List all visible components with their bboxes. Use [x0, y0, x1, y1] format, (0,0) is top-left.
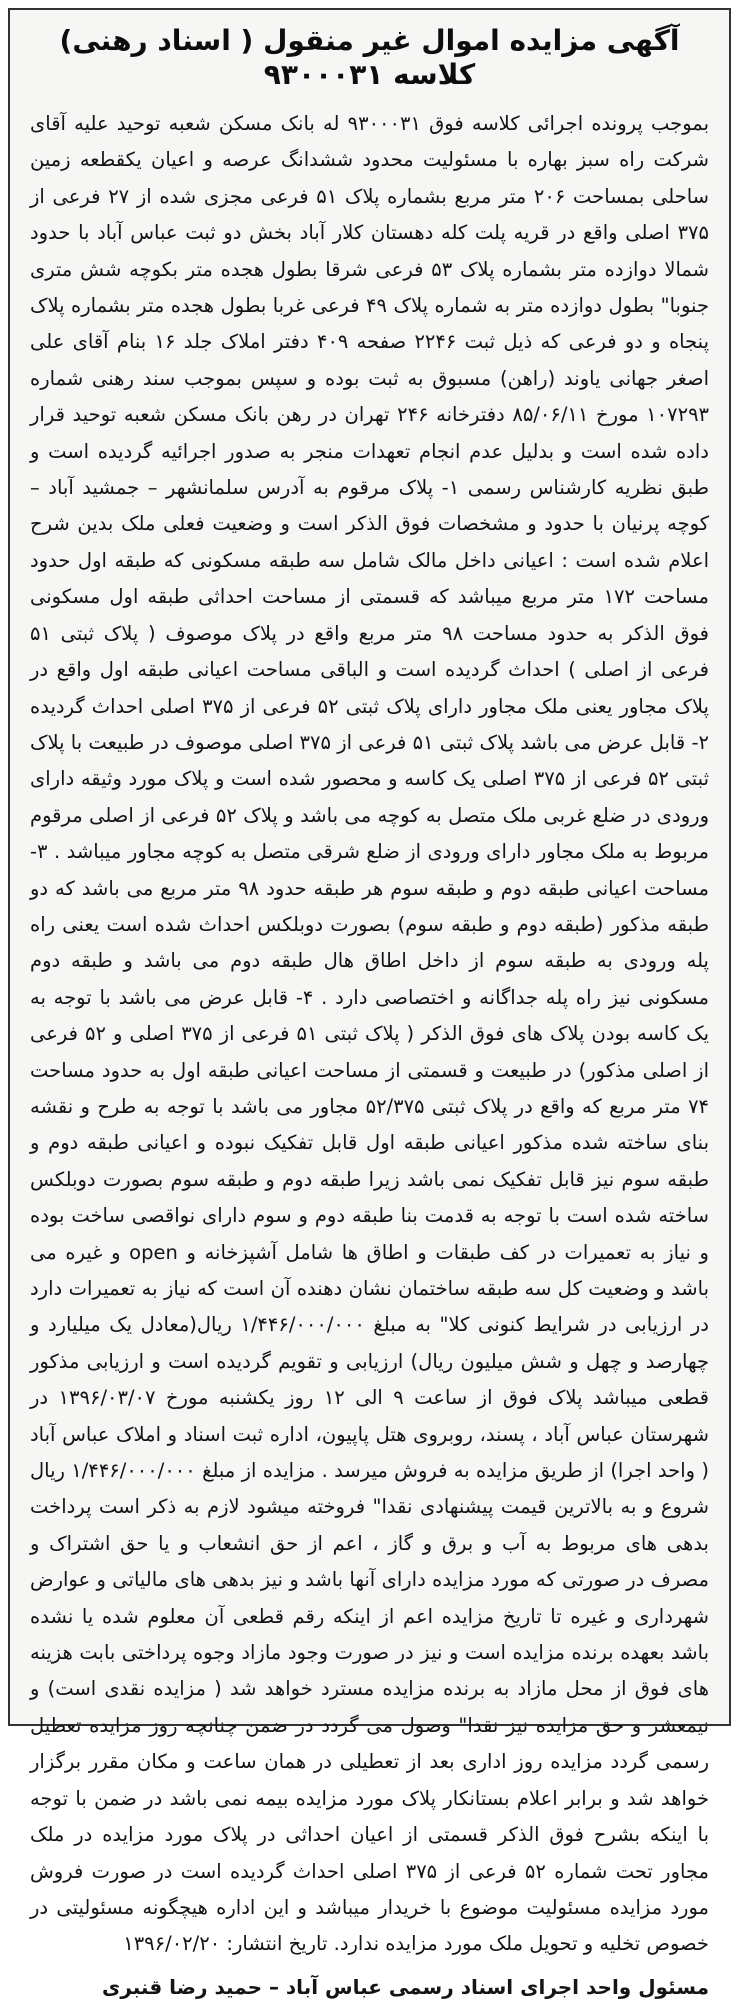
notice-signature: مسئول واحد اجرای اسناد رسمی عباس آباد – حمید رضا قنبری	[101, 1974, 709, 1999]
notice-body	[30, 106, 709, 1963]
notice-body-text: بموجب پرونده اجرائی کلاسه فوق ۹۳۰۰۰۳۱ له بانک مسکن شعبه توحید علیه آقای شرکت راه سبز بهاره با مسئولیت محدود ششدانگ عرصه و اعیان یکقطعه زمین ساحلی بمساحت ۲۰۶ متر مربع بشماره پلاک ۵۱ فرعی مجزی شده از ۲۷ فرعی از ۳۷۵ اصلی واقع در قریه پلت کله دهستان کلار آباد بخش دو ثبت عباس آباد با حدود شمالا دوازده متر بشماره پلاک ۵۳ فرعی شرقا بطول هجده متر بکوچه شش متری جنوبا" بطول دوازده متر به شماره پلاک ۴۹ فرعی غربا بطول هجده متر بشماره پلاک پنجاه و دو فرعی که ذیل ثبت ۲۲۴۶ صفحه ۴۰۹ دفتر املاک جلد ۱۶ بنام آقای علی اصغر جهانی یاوند (راهن) مسبوق به ثبت بوده و سپس بموجب سند رهنی شماره ۱۰۷۲۹۳ مورخ ۸۵/۰۶/۱۱ دفترخانه ۲۴۶ تهران در رهن بانک مسکن شعبه توحید قرار داده شده است و بدلیل عدم انجام تعهدات منجر به صدور اجرائیه گردیده است و طبق نظریه کارشناس رسمی ۱- پلاک مرقوم به آدرس سلمانشهر – جمشید آباد – کوچه پرنیان با حدود و مشخصات فوق الذکر است و وضعیت فعلی ملک بدین شرح اعلام شده است : اعیانی داخل مالک شامل سه طبقه مسکونی که طبقه اول حدود مساحت ۱۷۲ متر مربع میباشد که قسمتی از مساحت احداثی طبقه اول مسکونی فوق الذکر به حدود مساحت ۹۸ متر مربع واقع در پلاک موصوف ( پلاک ثبتی ۵۱ فرعی از اصلی ) احداث گردیده است و الباقی مساحت اعیانی طبقه اول واقع در پلاک مجاور یعنی ملک مجاور دارای پلاک ثبتی ۵۲ فرعی از ۳۷۵ اصلی احداث گردیده ۲- قابل عرض می باشد پلاک ثبتی ۵۱ فرعی از ۳۷۵ اصلی موصوف در طبیعت با پلاک ثبتی ۵۲ فرعی از ۳۷۵ اصلی یک کاسه و محصور شده است و پلاک مورد وثیقه دارای ورودی در ضلع غربی ملک متصل به کوچه می باشد و پلاک ۵۲ فرعی از اصلی مرقوم مربوط به ملک مجاور دارای ورودی از ضلع شرقی متصل به کوچه مجاور میباشد . ۳- مساحت اعیانی طبقه دوم و طبقه سوم هر طبقه حدود ۹۸ متر مربع می باشد که دو طبقه مذکور (طبقه دوم و طبقه سوم) بصورت دوبلکس احداث شده است یعنی راه پله ورودی به طبقه سوم از داخل اطاق هال طبقه دوم می باشد و طبقه دوم مسکونی نیز راه پله جداگانه و اختصاصی دارد . ۴- قابل عرض می باشد با توجه به یک کاسه بودن پلاک های فوق الذکر ( پلاک ثبتی ۵۱ فرعی از ۳۷۵ اصلی و ۵۲ فرعی از اصلی مذکور) در طبیعت و قسمتی از مساحت اعیانی طبقه اول به حدود مساحت ۷۴ متر مربع که واقع در پلاک ثبتی ۵۲/۳۷۵ مجاور می باشد با توجه به طرح و نقشه بنای ساخته شده مذکور اعیانی طبقه اول قابل تفکیک نبوده و اعیانی طبقه دوم و طبقه سوم نیز قابل تفکیک نمی باشد زیرا طبقه دوم و طبقه سوم بصورت دوبلکس ساخته شده است با توجه به قدمت بنا طبقه دوم و سوم دارای نواقصی ساخت بوده و نیاز به تعمیرات در کف طبقات و اطاق ها شامل آشپزخانه و open و غیره می باشد و وضعیت کل سه طبقه ساختمان نشان دهنده آن است که نیاز به تعمیرات دارد در ارزیابی در شرایط کنونی کلا" به مبلغ ۱/۴۴۶/۰۰۰/۰۰۰ ریال(معادل یک میلیارد و چهارصد و چهل و شش میلیون ریال) ارزیابی و تقویم گردیده است و ارزیابی مذکور قطعی میباشد پلاک فوق از ساعت ۹ الی ۱۲ روز یکشنبه مورخ ۱۳۹۶/۰۳/۰۷ در شهرستان عباس آباد ، پسند، روبروی هتل پاپیون، اداره ثبت اسناد و املاک عباس آباد ( واحد اجرا) از طریق مزایده به فروش میرسد . مزایده از مبلغ ۱/۴۴۶/۰۰۰/۰۰۰ ریال شروع و به بالاترین قیمت پیشنهادی نقدا" فروخته میشود لازم به ذکر است پرداخت بدهی های مربوط به آب و برق و گاز ، اعم از حق انشعاب و یا حق اشتراک و مصرف در صورتی که مورد مزایده دارای آنها باشد و نیز بدهی های مالیاتی و عوارض شهرداری و غیره تا تاریخ مزایده اعم از اینکه رقم قطعی آن معلوم شده یا نشده باشد بعهده برنده مزایده است و نیز در صورت وجود مازاد وجوه پرداختی بابت هزینه های فوق از محل مازاد به برنده مزایده مسترد خواهد شد ( مزایده نقدی است) و نیمعشر و حق مزایده نیز نقدا" وصول می گردد در ضمن چنانچه روز مزایده تعطیل رسمی گردد مزایده روز اداری بعد از تعطیلی در همان ساعت و مکان مقرر برگزار خواهد شد و برابر اعلام بستانکار پلاک مورد مزایده بیمه نمی باشد در ضمن با توجه با اینکه بشرح فوق الذکر قسمتی از اعیان احداثی در پلاک مورد مزایده در ملک مجاور تحت شماره ۵۲ فرعی از ۳۷۵ اصلی احداث گردیده است در صورت فروش مورد مزایده مسئولیت موضوع با خریدار میباشد و این اداره هیچگونه مسئولیتی در خصوص تخلیه و تحویل ملک مورد مزایده ندارد. تاریخ انتشار: ۱۳۹۶/۰۲/۲۰	[30, 112, 710, 1956]
auction-notice	[8, 8, 731, 1999]
notice-title: آگهی مزایده اموال غیر منقول ( اسناد رهنی) کلاسه ۹۳۰۰۰۳۱	[59, 24, 680, 91]
